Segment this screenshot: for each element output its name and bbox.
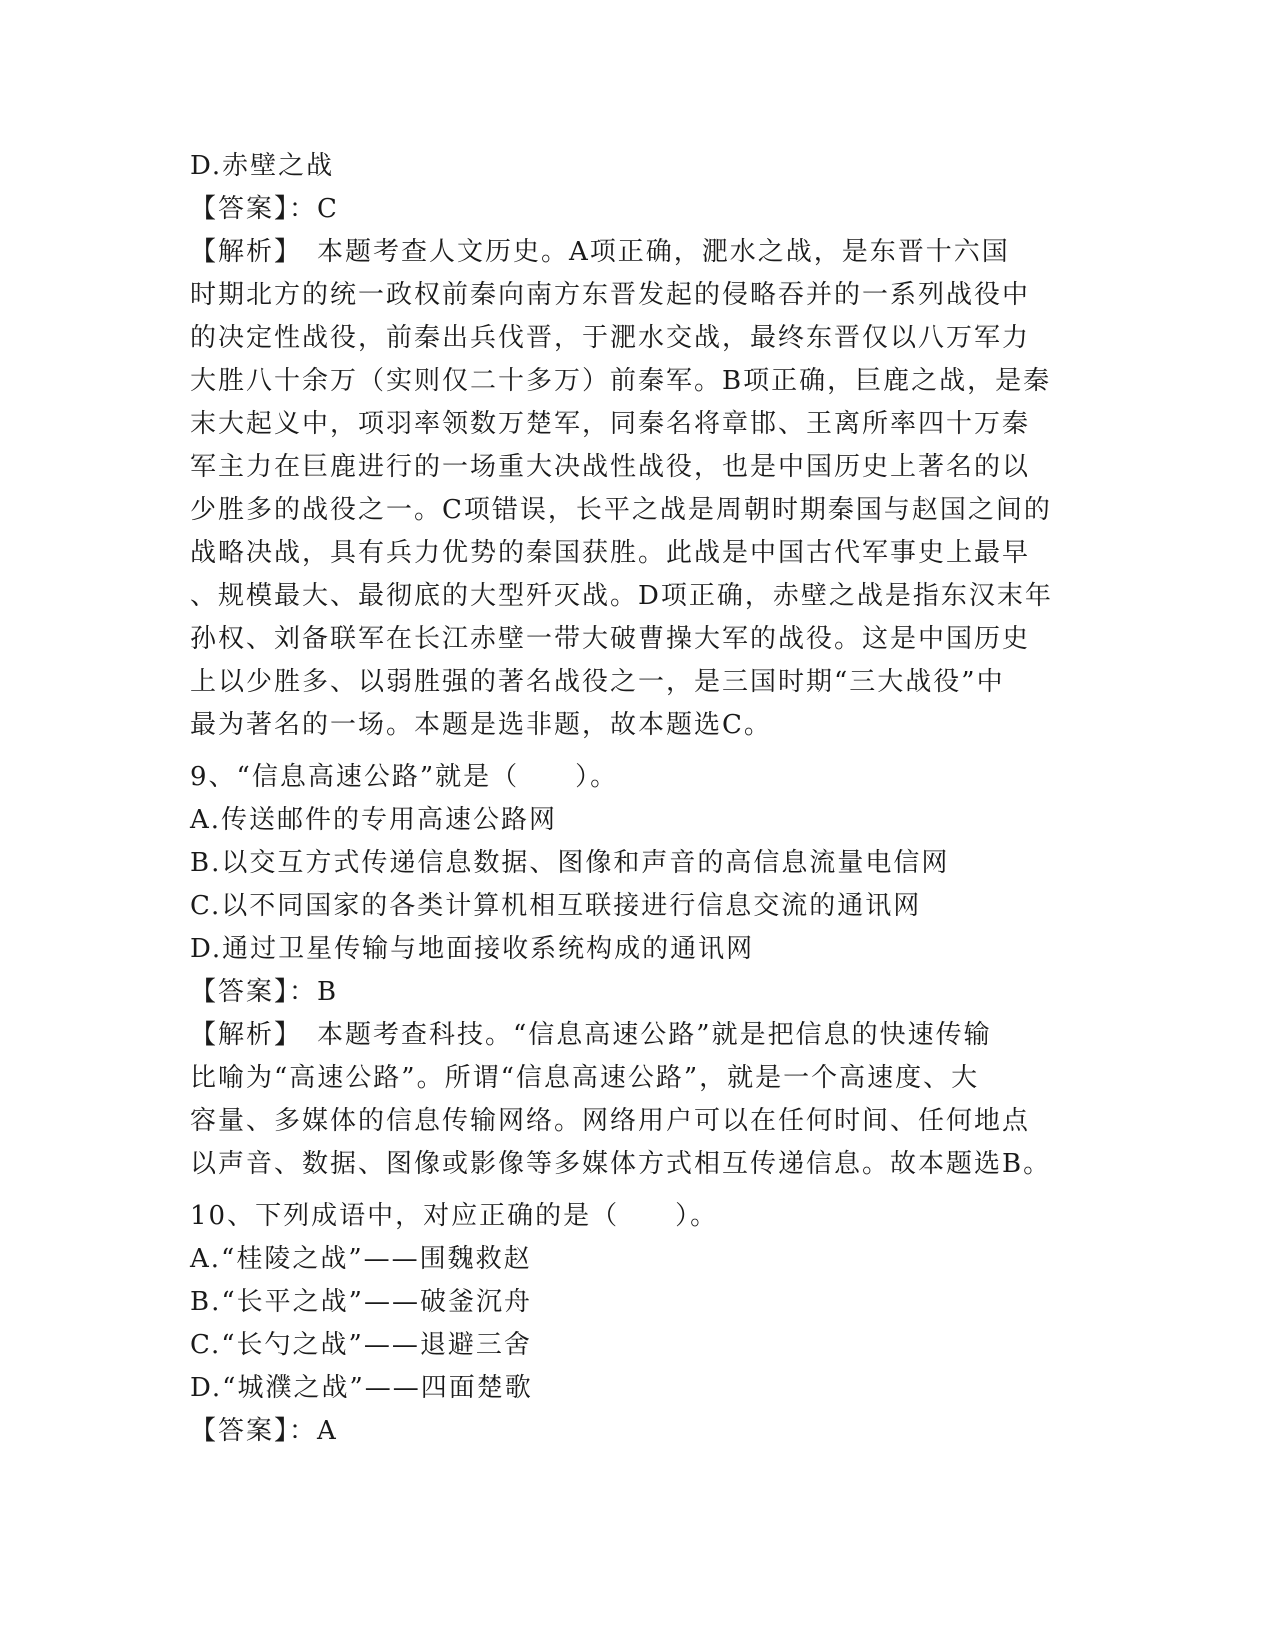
q9-analysis bbox=[190, 1014, 1090, 1186]
q8-option-d: D.赤壁之战 bbox=[190, 151, 335, 181]
q10-option-d: D.“城濮之战”——四面楚歌 bbox=[190, 1373, 533, 1403]
q8-analysis-line: 大胜八十余万（实则仅二十多万）前秦军。B项正确，巨鹿之战，是秦 bbox=[190, 366, 1052, 396]
section-gap bbox=[190, 747, 1090, 756]
section-gap bbox=[190, 1186, 1090, 1195]
q8-analysis-line: 战略决战，具有兵力优势的秦国获胜。此战是中国古代军事史上最早 bbox=[190, 538, 1031, 568]
q8-analysis-line: 【解析】 本题考查人文历史。A项正确，淝水之战，是东晋十六国 bbox=[190, 237, 1010, 267]
q8-analysis-line: 少胜多的战役之一。C项错误，长平之战是周朝时期秦国与赵国之间的 bbox=[190, 495, 1052, 525]
q10-option-c: C.“长勺之战”——退避三舍 bbox=[190, 1330, 532, 1360]
q9-answer: 【答案】：B bbox=[190, 977, 339, 1007]
q8-analysis-line: 上以少胜多、以弱胜强的著名战役之一，是三国时期“三大战役”中 bbox=[190, 667, 1005, 697]
q8-analysis-line: 时期北方的统一政权前秦向南方东晋发起的侵略吞并的一系列战役中 bbox=[190, 280, 1031, 310]
q9-analysis-line: 【解析】 本题考查科技。“信息高速公路”就是把信息的快速传输 bbox=[190, 1020, 992, 1050]
q9-option-d: D.通过卫星传输与地面接收系统构成的通讯网 bbox=[190, 934, 755, 964]
q9-option-c: C.以不同国家的各类计算机相互联接进行信息交流的通讯网 bbox=[190, 891, 922, 921]
q8-analysis-line: 、规模最大、最彻底的大型歼灭战。D项正确，赤壁之战是指东汉末年 bbox=[190, 581, 1053, 611]
document-page bbox=[190, 145, 1090, 1453]
q8-answer: 【答案】：C bbox=[190, 194, 339, 224]
q10-answer: 【答案】：A bbox=[190, 1416, 338, 1446]
q10-option-b: B.“长平之战”——破釜沉舟 bbox=[190, 1287, 532, 1317]
q9-analysis-line: 以声音、数据、图像或影像等多媒体方式相互传递信息。故本题选B。 bbox=[190, 1149, 1052, 1179]
q9-option-b: B.以交互方式传递信息数据、图像和声音的高信息流量电信网 bbox=[190, 848, 950, 878]
q9-analysis-line: 比喻为“高速公路”。所谓“信息高速公路”，就是一个高速度、大 bbox=[190, 1063, 980, 1093]
q10-question: 10、下列成语中，对应正确的是（ ）。 bbox=[190, 1201, 719, 1231]
q9-question: 9、“信息高速公路”就是（ ）。 bbox=[190, 762, 619, 792]
q9-analysis-line: 容量、多媒体的信息传输网络。网络用户可以在任何时间、任何地点 bbox=[190, 1106, 1031, 1136]
q8-analysis-line: 的决定性战役，前秦出兵伐晋，于淝水交战，最终东晋仅以八万军力 bbox=[190, 323, 1031, 353]
q10-option-a: A.“桂陵之战”——围魏救赵 bbox=[190, 1244, 532, 1274]
q8-analysis bbox=[190, 231, 1090, 747]
q8-analysis-line: 末大起义中，项羽率领数万楚军，同秦名将章邯、王离所率四十万秦 bbox=[190, 409, 1031, 439]
q8-analysis-line: 军主力在巨鹿进行的一场重大决战性战役，也是中国历史上著名的以 bbox=[190, 452, 1031, 482]
q8-analysis-line: 孙权、刘备联军在长江赤壁一带大破曹操大军的战役。这是中国历史 bbox=[190, 624, 1031, 654]
q8-analysis-line: 最为著名的一场。本题是选非题，故本题选C。 bbox=[190, 710, 772, 740]
q9-option-a: A.传送邮件的专用高速公路网 bbox=[190, 805, 558, 835]
